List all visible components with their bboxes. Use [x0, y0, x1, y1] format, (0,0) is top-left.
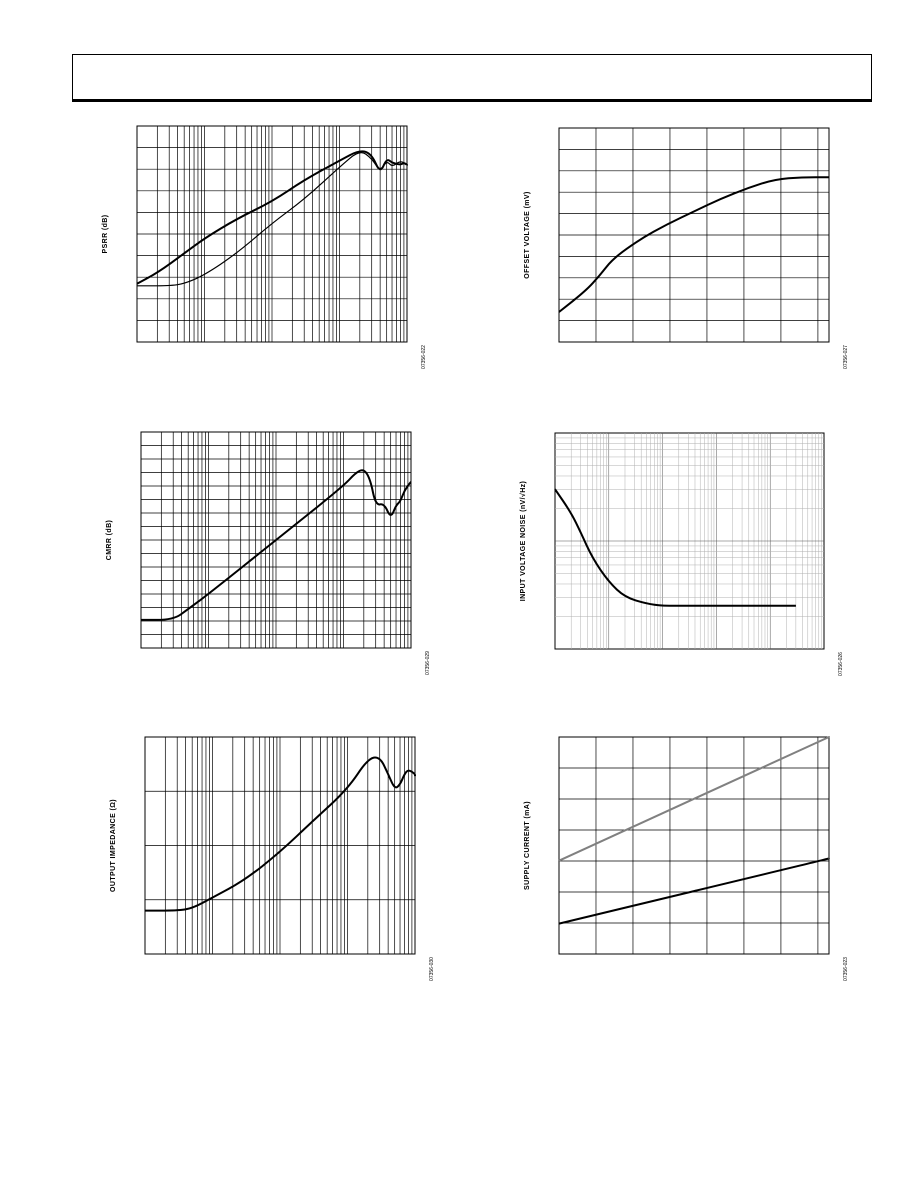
figure-id-label: 07356-027	[843, 345, 849, 369]
y-axis-label: OFFSET VOLTAGE (mV)	[524, 191, 531, 279]
chart-noise	[519, 433, 844, 676]
figure-id-label: 07356-026	[838, 652, 844, 676]
y-axis-label: PSRR (dB)	[102, 214, 109, 254]
chart-offset	[524, 128, 849, 369]
figure-id-label: 07356-030	[429, 957, 435, 981]
plot-frame	[559, 737, 829, 954]
y-axis-label: OUTPUT IMPEDANCE (Ω)	[110, 799, 117, 892]
figure-id-label: 07356-029	[425, 651, 431, 675]
chart-supply	[524, 737, 849, 981]
chart-cmrr	[106, 432, 431, 675]
figure-id-label: 07356-023	[843, 957, 849, 981]
chart-zout	[110, 737, 435, 981]
y-axis-label: CMRR (dB)	[106, 519, 113, 561]
chart-psrr	[102, 126, 427, 369]
figure-id-label: 07356-022	[421, 345, 427, 369]
y-axis-label: INPUT VOLTAGE NOISE (nV/√Hz)	[520, 480, 527, 602]
y-axis-label: SUPPLY CURRENT (mA)	[524, 801, 531, 890]
